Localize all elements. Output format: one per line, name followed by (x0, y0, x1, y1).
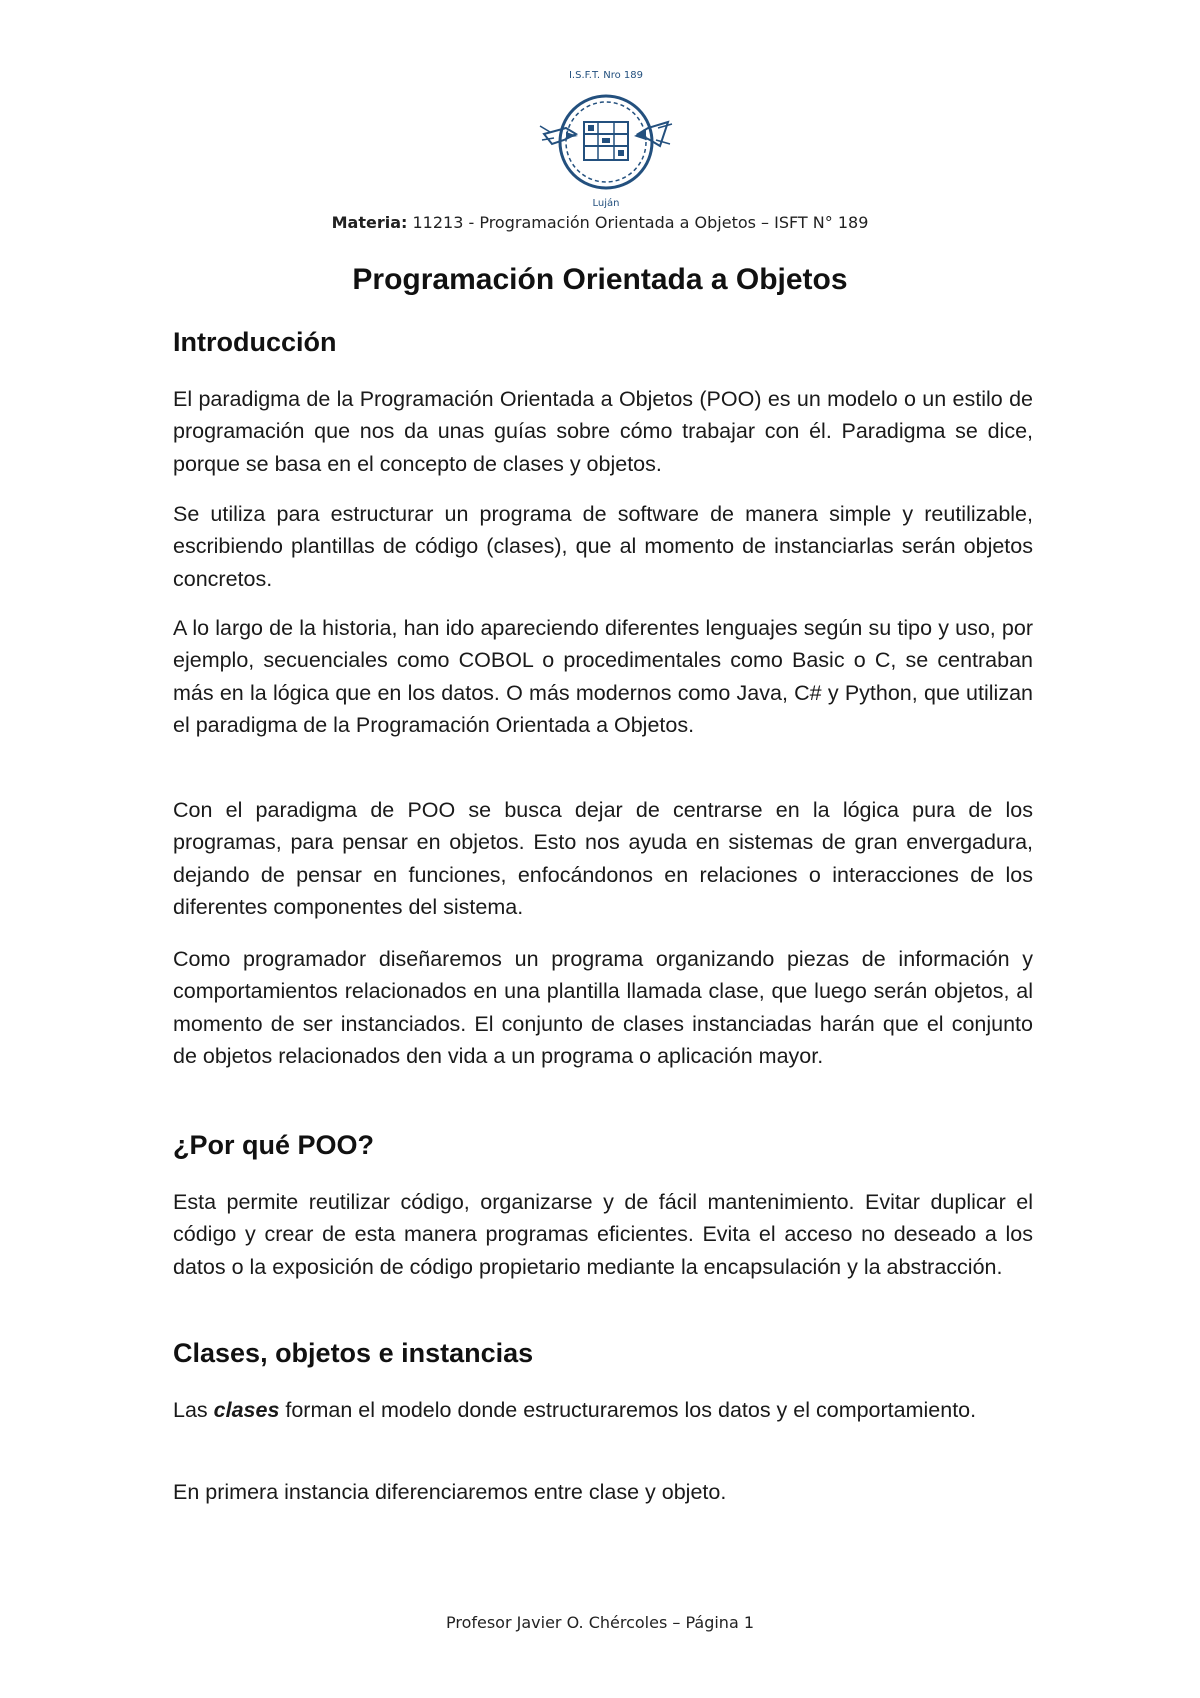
paragraph-intro-4: Con el paradigma de POO se busca dejar de centrarse en la lógica pura de los programas, para pensar en objetos. Esto nos ayuda en sistemas de gran envergadura, dejando de pensar en funciones, enfocándonos en relaciones o interacciones de los diferentes componentes del sistema. (173, 798, 1033, 920)
classes-emphasis: clases (213, 1398, 280, 1422)
heading-por-que-poo: ¿Por qué POO? (173, 1130, 375, 1160)
classes-text-after: forman el modelo donde estructuraremos los datos y el comportamiento. (279, 1398, 977, 1422)
header-text: 11213 - Programación Orientada a Objetos – ISFT N° 189 (407, 213, 869, 232)
header-label: Materia: (331, 213, 408, 232)
institution-logo (536, 70, 676, 212)
condor-seal-icon (536, 82, 676, 198)
heading-introduccion: Introducción (173, 327, 337, 357)
footer-page-number: Página 1 (685, 1613, 755, 1632)
paragraph-intro-3: A lo largo de la historia, han ido apareciendo diferentes lenguajes según su tipo y uso, por ejemplo, secuenciales como COBOL o procedimentales como Basic o C, se centraban más en la lógica que en los datos. O más modernos como Java, C# y Python, que utilizan el paradigma de la Programación Orientada a Objetos. (173, 616, 1033, 738)
paragraph-intro-1: El paradigma de la Programación Orientada a Objetos (POO) es un modelo o un estilo de programación que nos da unas guías sobre cómo trabajar con él. Paradigma se dice, porque se basa en el concepto de clases y objetos. (173, 387, 1033, 476)
page-footer (0, 1613, 1200, 1632)
course-header (0, 213, 1200, 232)
heading-clases-objetos: Clases, objetos e instancias (173, 1338, 534, 1368)
footer-author: Profesor Javier O. Chércoles (445, 1613, 668, 1632)
paragraph-intro-2: Se utiliza para estructurar un programa de software de manera simple y reutilizable, escribiendo plantillas de código (clases), que al momento de instanciarlas serán objetos concretos. (173, 502, 1033, 591)
paragraph-classes-1 (173, 1394, 1033, 1426)
classes-text-before: Las (173, 1398, 214, 1422)
document-title: Programación Orientada a Objetos (352, 263, 848, 296)
logo-top-text: I.S.F.T. Nro 189 (568, 70, 643, 81)
paragraph-why-1: Esta permite reutilizar código, organizarse y de fácil mantenimiento. Evitar duplicar el código y crear de esta manera programas eficientes. Evita el acceso no deseado a los datos o la exposición de código propietario mediante la encapsulación y la abstracción. (173, 1190, 1033, 1279)
footer-separator: – (667, 1613, 686, 1632)
logo-bottom-text: Luján (592, 198, 620, 209)
paragraph-intro-5: Como programador diseñaremos un programa organizando piezas de información y comportamientos relacionados en una plantilla llamada clase, que luego serán objetos, al momento de ser instanciados. El conjunto de clases instanciadas harán que el conjunto de objetos relacionados den vida a un programa o aplicación mayor. (173, 947, 1033, 1069)
paragraph-classes-2: En primera instancia diferenciaremos entre clase y objeto. (173, 1480, 727, 1504)
